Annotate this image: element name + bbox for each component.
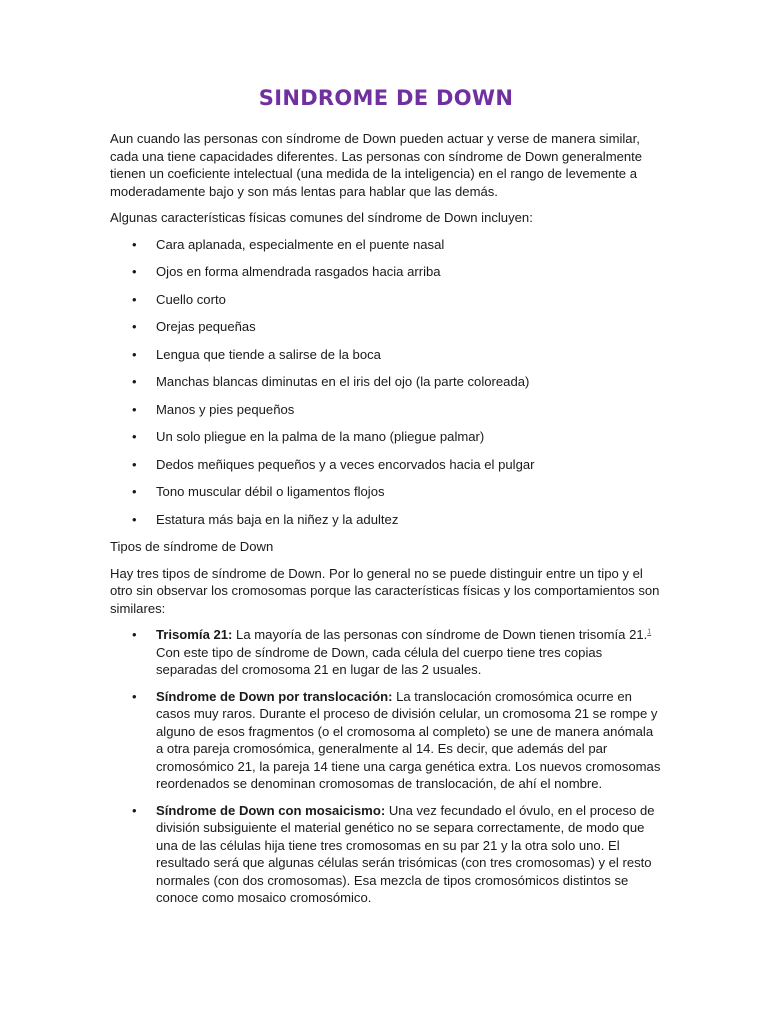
types-intro-paragraph: Hay tres tipos de síndrome de Down. Por lo general no se puede distinguir entre un tipo y el otro sin observar los cromosomas porque las características físicas y los comportamientos son similares: (110, 565, 660, 616)
list-item (110, 428, 662, 446)
bullet-icon: • (132, 627, 137, 642)
types-list (110, 626, 662, 907)
type-description: Una vez fecundado el óvulo, en el proceso de división subsiguiente el material genético no se separa correctamente, de modo que una de las células hija tiene tres cromosomas en su par 21 y la otra solo uno. El resultado será que algunas células serán trisómicas (con tres cromosomas) y el resto normales (con dos cromosomas). Esa mezcla de tipos cromosómicos distintos se conoce como mosaico cromosómico. (156, 802, 655, 905)
list-item (110, 483, 662, 501)
bullet-icon: • (132, 264, 137, 279)
bullet-icon: • (132, 511, 137, 527)
type-term: Trisomía 21: (156, 627, 233, 642)
list-item (110, 291, 662, 309)
list-item (110, 511, 662, 529)
features-list (110, 236, 662, 529)
type-description: La mayoría de las personas con síndrome de Down tienen trisomía 21. (232, 627, 648, 642)
list-item (110, 688, 662, 793)
bullet-icon: • (132, 688, 137, 704)
footnote-link[interactable]: 1 (647, 628, 652, 636)
list-item-text: Cara aplanada, especialmente en el puente nasal (156, 236, 445, 252)
list-item (110, 802, 662, 907)
bullet-icon: • (132, 429, 137, 444)
bullet-icon: • (132, 802, 137, 818)
list-item-text: Un solo pliegue en la palma de la mano (pliegue palmar) (156, 429, 485, 444)
list-item-text: Tono muscular débil o ligamentos flojos (156, 484, 385, 499)
list-item (110, 401, 662, 419)
intro-paragraph: Aun cuando las personas con síndrome de Down pueden actuar y verse de manera similar, cada una tiene capacidades diferentes. Las personas con síndrome de Down generalmente tienen un coeficiente intelectual (una medida de la inteligencia) en el rango de levemente a moderadamente bajo y son más lentas para hablar que las demás. (110, 131, 643, 199)
type-term: Síndrome de Down por translocación: (156, 688, 393, 704)
type-description: La translocación cromosómica ocurre en casos muy raros. Durante el proceso de división celular, un cromosoma 21 se rompe y alguno de esos fragmentos (o el cromosoma al completo) se une de manera anómala a otra pareja cromosómica, generalmente al 14. Es decir, que además del par cromosómico 21, la pareja 14 tiene una carga genética extra. Los nuevos cromosomas reordenados se denominan cromosomas de translocación, de ahí el nombre. (156, 688, 661, 791)
list-item-text: Estatura más baja en la niñez y la adultez (156, 511, 399, 527)
document-body (110, 84, 662, 916)
list-item (110, 318, 662, 336)
list-item-text: Manchas blancas diminutas en el iris del ojo (la parte coloreada) (156, 374, 530, 389)
features-lead: Algunas características físicas comunes del síndrome de Down incluyen: (110, 210, 533, 225)
bullet-icon: • (132, 236, 137, 252)
list-item-text: Manos y pies pequeños (156, 401, 295, 417)
list-item-text: Dedos meñiques pequeños y a veces encorvados hacia el pulgar (156, 456, 535, 472)
types-heading: Tipos de síndrome de Down (110, 539, 274, 554)
list-item (110, 263, 662, 281)
bullet-icon: • (132, 374, 137, 389)
list-item (110, 236, 662, 254)
type-term: Síndrome de Down con mosaicismo: (156, 802, 386, 818)
bullet-icon: • (132, 484, 137, 499)
page-title: SINDROME DE DOWN (258, 86, 514, 110)
list-item (110, 346, 662, 364)
list-item (110, 626, 662, 679)
type-description-continued: Con este tipo de síndrome de Down, cada célula del cuerpo tiene tres copias separadas del cromosoma 21 en lugar de las 2 usuales. (156, 644, 603, 677)
bullet-icon: • (132, 291, 137, 307)
list-item-text: Ojos en forma almendrada rasgados hacia arriba (156, 264, 441, 279)
bullet-icon: • (132, 319, 137, 334)
list-item (110, 456, 662, 474)
bullet-icon: • (132, 401, 137, 417)
bullet-icon: • (132, 346, 137, 362)
list-item-text: Cuello corto (156, 291, 226, 307)
list-item-text: Orejas pequeñas (156, 319, 256, 334)
list-item-text: Lengua que tiende a salirse de la boca (156, 346, 381, 362)
bullet-icon: • (132, 456, 137, 472)
list-item (110, 373, 662, 391)
